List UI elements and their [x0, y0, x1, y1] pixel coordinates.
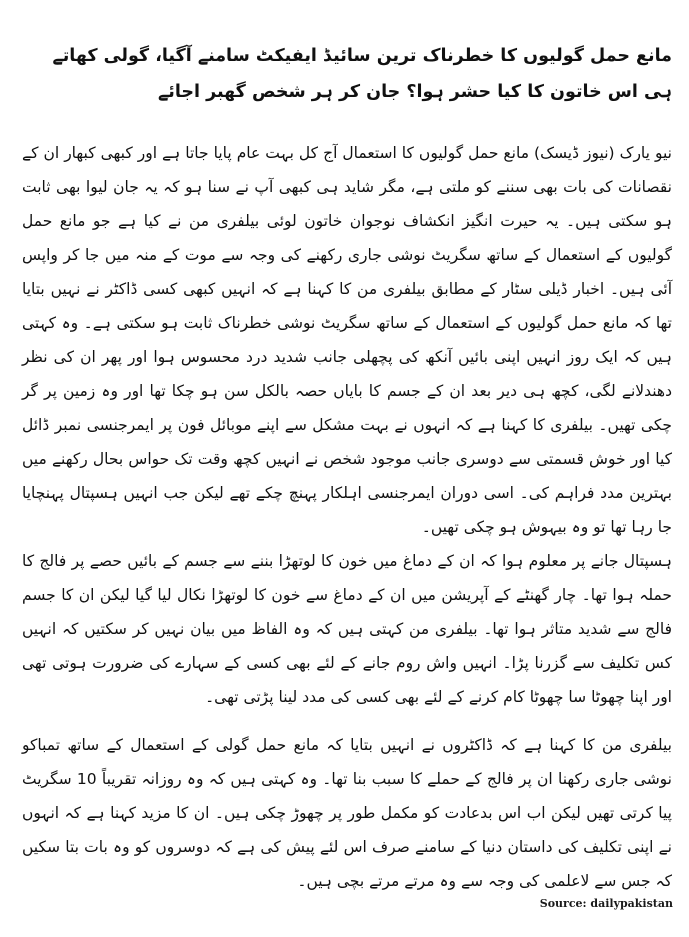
article-headline: مانع حمل گولیوں کا خطرناک ترین سائیڈ ایفیکٹ سامنے آگیا، گولی کھاتے ہی اس خاتون کا کیا حشر ہوا؟ جان کر ہر شخص گھبر اجائے: [52, 45, 672, 102]
source-credit: Source: dailypakistan: [539, 897, 673, 910]
article-paragraph-1: نیو یارک (نیوز ڈیسک) مانع حمل گولیوں کا استعمال آج کل بہت عام پایا جاتا ہے اور کبھی کبھار ان کے نقصانات کی بات بھی سننے کو ملتی ہے، مگر شاید ہی کبھی آپ نے سنا ہو کہ یہ جان لیوا بھی ثابت ہو سکتی ہیں۔ یہ حیرت انگیز انکشاف نوجوان خاتون لوئی بیلفری من نے کیا ہے جو مانع حمل گولیوں کے استعمال کے ساتھ سگریٹ نوشی جاری رکھنے کی وجہ سے موت کے منہ میں جا کر واپس آئی ہیں۔ اخبار ڈیلی سٹار کے مطابق بیلفری من کا کہنا ہے کہ انہیں کبھی کسی ڈاکٹر نے نہیں بتایا تھا کہ مانع حمل گولیوں کے استعمال کے ساتھ سگریٹ نوشی خطرناک ثابت ہو سکتی ہے۔ وہ کہتی ہیں کہ ایک روز انہیں اپنی بائیں آنکھ کی پچھلی جانب شدید درد محسوس ہوا اور پھر ان کی نظر دھندلانے لگی، کچھ ہی دیر بعد ان کے جسم کا بایاں حصہ بالکل سن ہو چکا تھا اور وہ زمین پر گر چکی تھیں۔ بیلفری کا کہنا ہے کہ انہوں نے بہت مشکل سے اپنے موبائل فون پر ایمرجنسی نمبر ڈائل کیا اور خوش قسمتی سے دوسری جانب موجود شخص نے انہیں کچھ وقت تک حواس بحال رکھنے میں بہترین مدد فراہم کی۔ اسی دوران ایمرجنسی اہلکار پہنچ چکے تھے لیکن جب انہیں ہسپتال پہنچایا جا رہا تھا تو وہ بیہوش ہو چکی تھیں۔: [22, 143, 672, 536]
article-paragraph-2: ہسپتال جانے پر معلوم ہوا کہ ان کے دماغ میں خون کا لوتھڑا بننے سے جسم کے بائیں حصے پر فالج کا حملہ ہوا تھا۔ چار گھنٹے کے آپریشن میں ان کے دماغ سے خون کا لوتھڑا نکال لیا گیا لیکن ان کا جسم فالج سے شدید متاثر ہوا تھا۔ بیلفری من کہتی ہیں کہ وہ الفاظ میں بیان نہیں کر سکتیں کہ انہیں کس تکلیف سے گزرنا پڑا۔ انہیں واش روم جانے کے لئے بھی کسی کے سہارے کی ضرورت ہوتی تھی اور اپنا چھوٹا سا چھوٹا کام کرنے کے لئے بھی کسی کی مدد لینا پڑتی تھی۔: [22, 551, 672, 706]
article-paragraph-3: بیلفری من کا کہنا ہے کہ ڈاکٹروں نے انہیں بتایا کہ مانع حمل گولی کے استعمال کے ساتھ تمباکو نوشی جاری رکھنا ان پر فالج کے حملے کا سبب بنا تھا۔ وہ کہتی ہیں کہ وہ روزانہ تقریباً 10 سگریٹ پیا کرتی تھیں لیکن اب اس بدعادت کو مکمل طور پر چھوڑ چکی ہیں۔ ان کا مزید کہنا ہے کہ انہوں نے اپنی تکلیف کی داستان دنیا کے سامنے صرف اس لئے پیش کی ہے کہ دوسروں کو وہ بات بتا سکیں کہ جس سے لاعلمی کی وجہ سے وہ مرتے مرتے بچی ہیں۔: [22, 735, 672, 890]
